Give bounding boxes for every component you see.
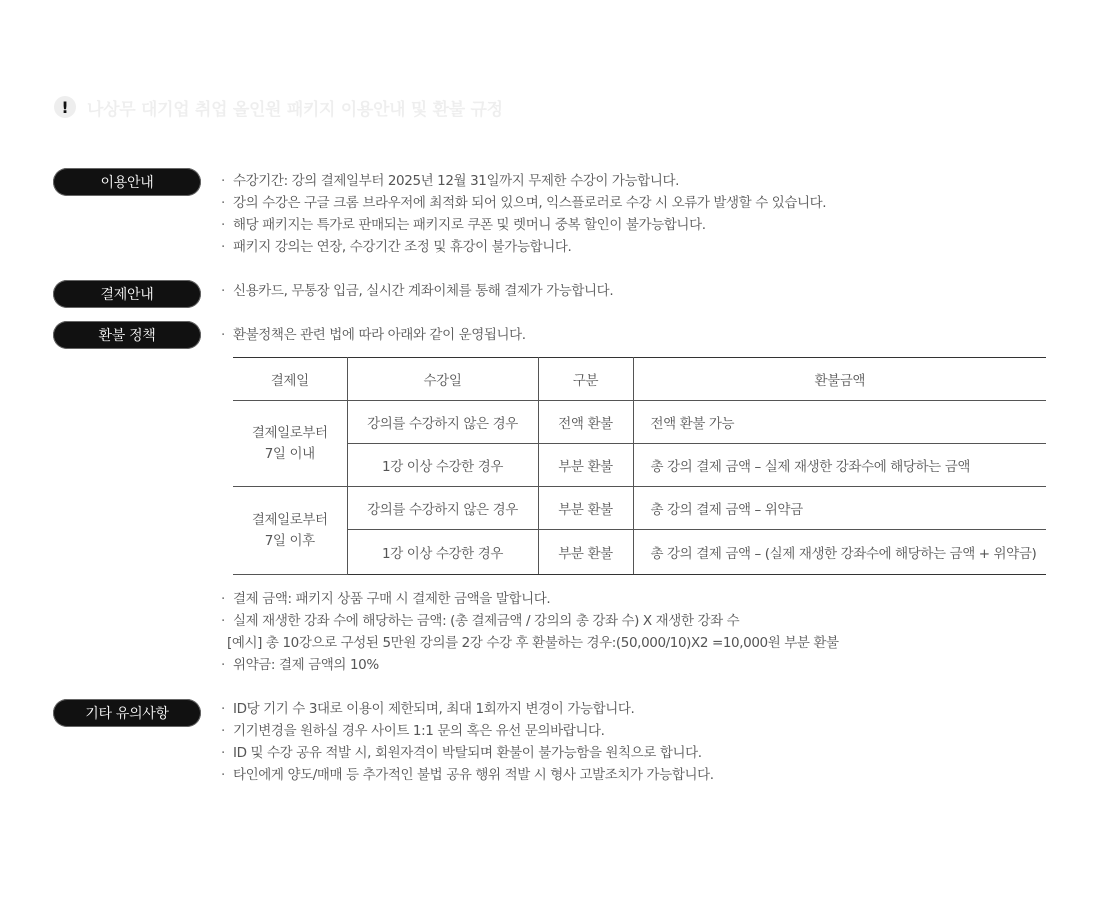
list-item: · 해당 패키지는 특가로 판매되는 패키지로 쿠폰 및 렛머니 중복 할인이 불가능합니다. xyxy=(221,214,1100,236)
list-item: · ID당 기기 수 3대로 이용이 제한되며, 최대 1회까지 변경이 가능합니다. xyxy=(221,698,1100,720)
bullet: · xyxy=(221,327,225,343)
bullet: · xyxy=(221,613,225,629)
bullet: · xyxy=(221,657,225,673)
payment-label: 결제안내 xyxy=(53,280,201,308)
attendance-cell: 강의를 수강하지 않은 경우 xyxy=(347,487,538,530)
list-item: · 신용카드, 무통장 입금, 실시간 계좌이체를 통해 결제가 가능합니다. xyxy=(221,280,1100,302)
table-row xyxy=(233,487,1046,530)
period-cell: 결제일로부터 7일 이내 xyxy=(233,401,347,487)
list-item: · 결제 금액: 패키지 상품 구매 시 결제한 금액을 말합니다. xyxy=(221,588,1100,610)
table-row xyxy=(233,444,1046,487)
bullet: · xyxy=(221,173,225,189)
etc-list xyxy=(221,698,1100,786)
amount-cell: 전액 환불 가능 xyxy=(633,401,1046,444)
type-cell: 부분 환불 xyxy=(538,444,633,487)
list-item: · 타인에게 양도/매매 등 추가적인 불법 공유 행위 적발 시 형사 고발조치가 가능합니다. xyxy=(221,764,1100,786)
bullet: · xyxy=(221,195,225,211)
list-item: · 패키지 강의는 연장, 수강기간 조정 및 휴강이 불가능합니다. xyxy=(221,236,1100,258)
bullet: · xyxy=(221,745,225,761)
list-item: · 실제 재생한 강좌 수에 해당하는 금액: (총 결제금액 / 강의의 총 강좌 수) X 재생한 강좌 수 xyxy=(221,610,1100,632)
bullet: · xyxy=(221,767,225,783)
column-header: 결제일 xyxy=(233,358,347,401)
amount-cell: 총 강의 결제 금액 – (실제 재생한 강좌수에 해당하는 금액 + 위약금) xyxy=(633,530,1046,575)
period-cell: 결제일로부터 7일 이후 xyxy=(233,487,347,575)
refund-intro xyxy=(221,324,1100,346)
bullet: · xyxy=(221,591,225,607)
table-row xyxy=(233,401,1046,444)
bullet: · xyxy=(221,723,225,739)
attendance-cell: 1강 이상 수강한 경우 xyxy=(347,530,538,575)
table-row xyxy=(233,530,1046,575)
list-item: · ID 및 수강 공유 적발 시, 회원자격이 박탈되며 환불이 불가능함을 원칙으로 합니다. xyxy=(221,742,1100,764)
list-item: · 수강기간: 강의 결제일부터 2025년 12월 31일까지 무제한 수강이 가능합니다. xyxy=(221,170,1100,192)
amount-cell: 총 강의 결제 금액 – 실제 재생한 강좌수에 해당하는 금액 xyxy=(633,444,1046,487)
bullet: · xyxy=(221,217,225,233)
refund-table xyxy=(233,357,1046,575)
bullet: · xyxy=(221,283,225,299)
example-note: [예시] 총 10강으로 구성된 5만원 강의를 2강 수강 후 환불하는 경우:(50,000/10)X2 =10,000원 부분 환불 xyxy=(227,635,839,651)
warning-icon: ! xyxy=(54,96,76,118)
column-header: 구분 xyxy=(538,358,633,401)
attendance-cell: 1강 이상 수강한 경우 xyxy=(347,444,538,487)
table-header-row xyxy=(233,358,1046,401)
type-cell: 부분 환불 xyxy=(538,530,633,575)
bullet: · xyxy=(221,239,225,255)
type-cell: 전액 환불 xyxy=(538,401,633,444)
amount-cell: 총 강의 결제 금액 – 위약금 xyxy=(633,487,1046,530)
etc-label: 기타 유의사항 xyxy=(53,699,201,727)
type-cell: 부분 환불 xyxy=(538,487,633,530)
page-header xyxy=(54,94,503,120)
list-item: · 강의 수강은 구글 크롬 브라우저에 최적화 되어 있으며, 익스플로러로 수강 시 오류가 발생할 수 있습니다. xyxy=(221,192,1100,214)
payment-list xyxy=(221,280,1100,302)
list-item: · 기기변경을 원하실 경우 사이트 1:1 문의 혹은 유선 문의바랍니다. xyxy=(221,720,1100,742)
bullet: · xyxy=(221,701,225,717)
refund-notes xyxy=(221,588,1100,676)
attendance-cell: 강의를 수강하지 않은 경우 xyxy=(347,401,538,444)
list-item: · 환불정책은 관련 법에 따라 아래와 같이 운영됩니다. xyxy=(221,324,1100,346)
column-header: 수강일 xyxy=(347,358,538,401)
page-title: 나상무 대기업 취업 올인원 패키지 이용안내 및 환불 규정 xyxy=(87,99,503,120)
usage-list xyxy=(221,170,1100,258)
usage-label: 이용안내 xyxy=(53,168,201,196)
refund-label: 환불 정책 xyxy=(53,321,201,349)
column-header: 환불금액 xyxy=(633,358,1046,401)
list-item: · 위약금: 결제 금액의 10% xyxy=(221,654,1100,676)
